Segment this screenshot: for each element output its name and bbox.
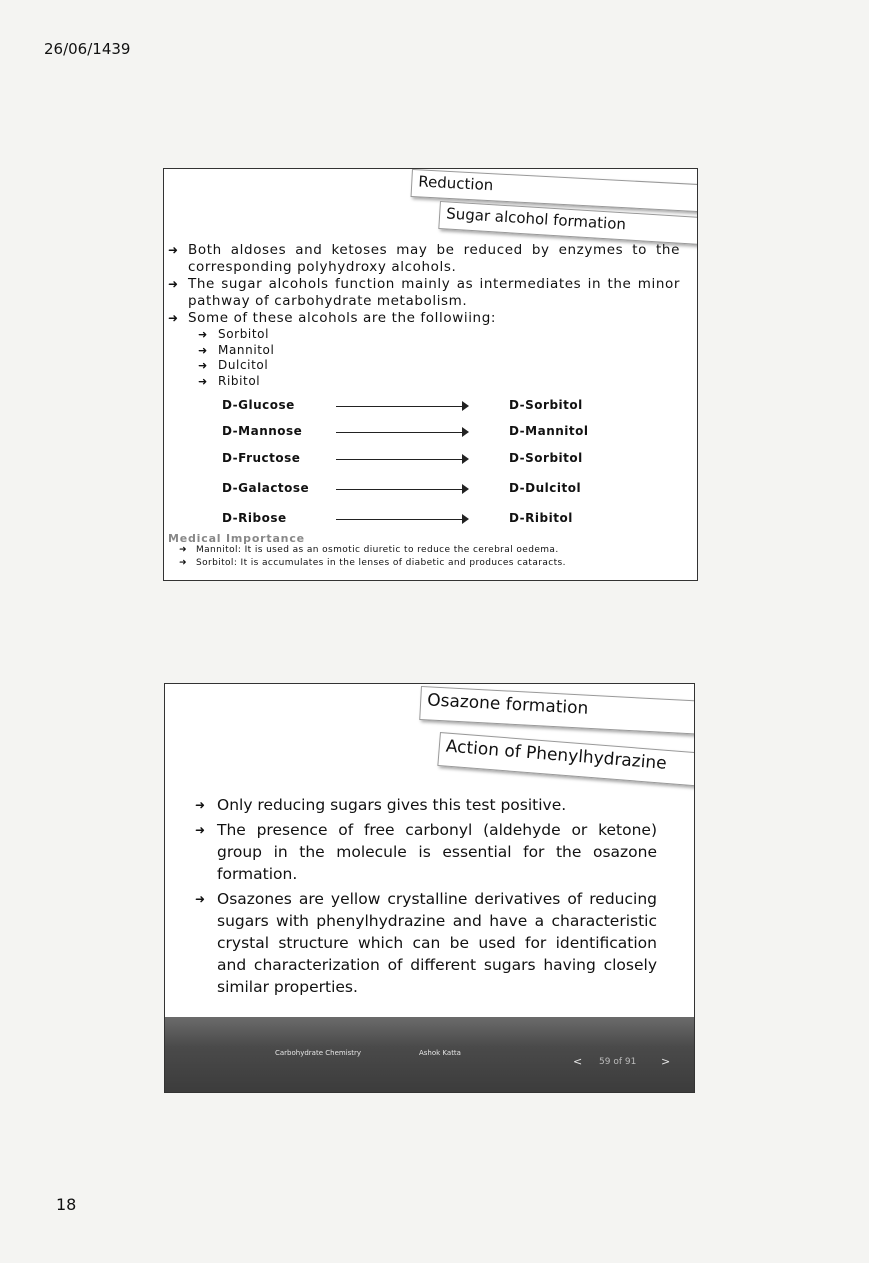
bullet-point: ➜ The presence of free carbonyl (aldehyde or ketone) group in the molecule is essential for the osazone formation. [195,821,657,883]
medical-item: ➜ Sorbitol: It is accumulates in the lenses of diabetic and produces cataracts. [179,558,566,568]
arrow-bullet-icon: ➜ [195,892,206,906]
arrow-bullet-icon: ➜ [195,823,206,837]
arrow-bullet-icon: ➜ [195,798,206,812]
reaction-arrow-icon [336,406,466,407]
sub-bullet: ➜ Ribitol [198,373,261,388]
page-number: 18 [56,1195,77,1214]
sub-bullet: ➜ Mannitol [198,342,275,357]
reaction-row: D-Galactose D-Dulcitol [222,481,582,495]
slide-footer-bar [165,1017,694,1092]
slide-subtitle: Sugar alcohol formation [438,201,698,247]
arrow-bullet-icon: ➜ [179,558,187,568]
reaction-arrow-icon [336,432,466,433]
slide-title: Reduction [411,169,698,213]
medical-importance-title: Medical Importance [168,532,305,545]
bullet-point: ➜ The sugar alcohols function mainly as intermediates in the minor pathway of carbohydrate metabolism. [168,276,680,309]
reaction-arrow-icon [336,489,466,490]
footer-author: Ashok Katta [419,1049,461,1057]
sub-bullet: ➜ Sorbitol [198,327,270,341]
arrow-bullet-icon: ➜ [168,243,179,257]
reaction-row: D-Glucose D-Sorbitol [222,398,583,412]
reaction-arrow-icon [336,459,466,460]
prev-slide-icon[interactable]: < [573,1055,583,1068]
bullet-point: ➜ Some of these alcohols are the followiing: [168,310,497,326]
sub-bullet: ➜ Dulcitol [198,358,269,372]
reaction-arrow-icon [336,519,466,520]
next-slide-icon[interactable]: > [661,1055,671,1068]
footer-course: Carbohydrate Chemistry [275,1049,362,1057]
reaction-row: D-Ribose D-Ribitol [222,511,573,525]
slide-counter: 59 of 91 [599,1057,637,1067]
slide-reduction [163,168,698,581]
reaction-row: D-Mannose D-Mannitol [222,424,589,438]
bullet-point: ➜ Both aldoses and ketoses may be reduced by enzymes to the corresponding polyhydroxy alcohols. [168,242,680,275]
arrow-bullet-icon: ➜ [168,277,179,291]
slide-title: Osazone formation [419,686,695,735]
arrow-bullet-icon: ➜ [198,374,208,388]
arrow-bullet-icon: ➜ [198,328,208,341]
slide-osazone [164,683,695,1093]
medical-item: ➜ Mannitol: It is used as an osmotic diuretic to reduce the cerebral oedema. [179,545,559,555]
bullet-point: ➜ Osazones are yellow crystalline derivatives of reducing sugars with phenylhydrazine and have a characteristic crystal structure which can be used for identification and characterization of different sugars having closely similar properties. [195,890,657,996]
arrow-bullet-icon: ➜ [198,343,208,357]
slide-body [168,242,680,389]
bullet-point: ➜ Only reducing sugars gives this test positive. [195,796,567,814]
arrow-bullet-icon: ➜ [198,359,208,372]
arrow-bullet-icon: ➜ [168,311,179,325]
reaction-row: D-Fructose D-Sorbitol [222,451,583,465]
page-date: 26/06/1439 [44,40,131,58]
slide-subtitle: Action of Phenylhydrazine [437,732,695,787]
slide-body [195,794,657,1001]
arrow-bullet-icon: ➜ [179,545,187,555]
